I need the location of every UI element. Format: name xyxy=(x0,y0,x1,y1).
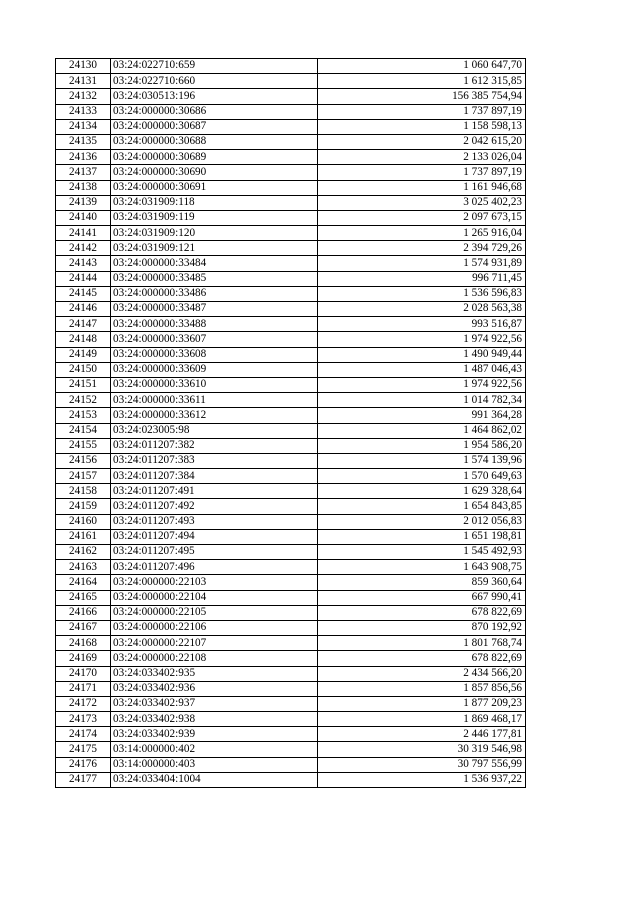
row-number-cell: 24166 xyxy=(56,605,111,620)
table-row xyxy=(56,499,526,514)
row-number-cell: 24169 xyxy=(56,651,111,666)
cadastral-value-cell: 1 545 492,93 xyxy=(318,545,526,560)
cadastral-number-cell: 03:24:022710:659 xyxy=(111,59,318,74)
row-number-cell: 24145 xyxy=(56,286,111,301)
table-row xyxy=(56,529,526,544)
row-number-cell: 24146 xyxy=(56,302,111,317)
table-row xyxy=(56,696,526,711)
cadastral-number-cell: 03:24:011207:384 xyxy=(111,469,318,484)
row-number-cell: 24158 xyxy=(56,484,111,499)
row-number-cell: 24155 xyxy=(56,438,111,453)
row-number-cell: 24152 xyxy=(56,393,111,408)
cadastral-value-cell: 1 974 922,56 xyxy=(318,377,526,392)
table-row xyxy=(56,666,526,681)
row-number-cell: 24143 xyxy=(56,256,111,271)
table-row xyxy=(56,484,526,499)
cadastral-number-cell: 03:24:000000:22108 xyxy=(111,651,318,666)
row-number-cell: 24140 xyxy=(56,210,111,225)
cadastral-number-cell: 03:24:022710:660 xyxy=(111,74,318,89)
table-row xyxy=(56,180,526,195)
cadastral-number-cell: 03:24:000000:33608 xyxy=(111,347,318,362)
cadastral-number-cell: 03:24:000000:33610 xyxy=(111,377,318,392)
table-row xyxy=(56,226,526,241)
cadastral-value-cell: 1 974 922,56 xyxy=(318,332,526,347)
cadastral-number-cell: 03:24:000000:30687 xyxy=(111,119,318,134)
cadastral-value-cell: 870 192,92 xyxy=(318,620,526,635)
cadastral-value-table xyxy=(55,58,526,788)
cadastral-value-cell: 30 319 546,98 xyxy=(318,742,526,757)
cadastral-value-cell: 667 990,41 xyxy=(318,590,526,605)
cadastral-value-cell: 1 490 949,44 xyxy=(318,347,526,362)
row-number-cell: 24175 xyxy=(56,742,111,757)
cadastral-value-cell: 2 012 056,83 xyxy=(318,514,526,529)
cadastral-value-cell: 2 446 177,81 xyxy=(318,727,526,742)
row-number-cell: 24176 xyxy=(56,757,111,772)
cadastral-number-cell: 03:24:033402:937 xyxy=(111,696,318,711)
row-number-cell: 24168 xyxy=(56,636,111,651)
row-number-cell: 24136 xyxy=(56,150,111,165)
cadastral-number-cell: 03:24:000000:22103 xyxy=(111,575,318,590)
cadastral-value-cell: 1 857 856,56 xyxy=(318,681,526,696)
row-number-cell: 24138 xyxy=(56,180,111,195)
table-body xyxy=(56,59,526,788)
row-number-cell: 24167 xyxy=(56,620,111,635)
table-row xyxy=(56,772,526,787)
cadastral-value-cell: 996 711,45 xyxy=(318,271,526,286)
cadastral-number-cell: 03:24:000000:33485 xyxy=(111,271,318,286)
cadastral-number-cell: 03:24:000000:30689 xyxy=(111,150,318,165)
cadastral-number-cell: 03:14:000000:403 xyxy=(111,757,318,772)
cadastral-value-cell: 1 651 198,81 xyxy=(318,529,526,544)
cadastral-value-cell: 1 536 937,22 xyxy=(318,772,526,787)
cadastral-number-cell: 03:24:000000:30690 xyxy=(111,165,318,180)
row-number-cell: 24174 xyxy=(56,727,111,742)
row-number-cell: 24165 xyxy=(56,590,111,605)
cadastral-number-cell: 03:24:030513:196 xyxy=(111,89,318,104)
table-row xyxy=(56,89,526,104)
table-row xyxy=(56,377,526,392)
row-number-cell: 24147 xyxy=(56,317,111,332)
table-row xyxy=(56,393,526,408)
cadastral-value-cell: 2 133 026,04 xyxy=(318,150,526,165)
table-row xyxy=(56,681,526,696)
row-number-cell: 24159 xyxy=(56,499,111,514)
cadastral-number-cell: 03:24:011207:382 xyxy=(111,438,318,453)
cadastral-number-cell: 03:24:011207:494 xyxy=(111,529,318,544)
cadastral-number-cell: 03:24:011207:492 xyxy=(111,499,318,514)
cadastral-number-cell: 03:24:011207:493 xyxy=(111,514,318,529)
row-number-cell: 24144 xyxy=(56,271,111,286)
cadastral-number-cell: 03:24:000000:22107 xyxy=(111,636,318,651)
cadastral-value-cell: 2 394 729,26 xyxy=(318,241,526,256)
table-row xyxy=(56,150,526,165)
cadastral-value-cell: 2 042 615,20 xyxy=(318,134,526,149)
row-number-cell: 24154 xyxy=(56,423,111,438)
table-row xyxy=(56,514,526,529)
cadastral-value-cell: 1 161 946,68 xyxy=(318,180,526,195)
cadastral-value-cell: 2 028 563,38 xyxy=(318,302,526,317)
cadastral-number-cell: 03:24:031909:121 xyxy=(111,241,318,256)
row-number-cell: 24153 xyxy=(56,408,111,423)
table-row xyxy=(56,545,526,560)
cadastral-value-cell: 1 570 649,63 xyxy=(318,469,526,484)
table-row xyxy=(56,651,526,666)
cadastral-number-cell: 03:24:000000:30686 xyxy=(111,104,318,119)
cadastral-number-cell: 03:24:000000:33484 xyxy=(111,256,318,271)
cadastral-value-cell: 1 629 328,64 xyxy=(318,484,526,499)
table-row xyxy=(56,195,526,210)
cadastral-number-cell: 03:24:000000:33609 xyxy=(111,362,318,377)
table-row xyxy=(56,727,526,742)
table-row xyxy=(56,408,526,423)
cadastral-number-cell: 03:24:000000:33486 xyxy=(111,286,318,301)
cadastral-value-cell: 1 643 908,75 xyxy=(318,560,526,575)
row-number-cell: 24134 xyxy=(56,119,111,134)
table-row xyxy=(56,271,526,286)
cadastral-value-cell: 1 014 782,34 xyxy=(318,393,526,408)
cadastral-value-cell: 1 464 862,02 xyxy=(318,423,526,438)
cadastral-value-cell: 30 797 556,99 xyxy=(318,757,526,772)
table-row xyxy=(56,438,526,453)
cadastral-number-cell: 03:24:000000:30691 xyxy=(111,180,318,195)
table-row xyxy=(56,332,526,347)
row-number-cell: 24133 xyxy=(56,104,111,119)
table-row xyxy=(56,286,526,301)
cadastral-value-cell: 1 737 897,19 xyxy=(318,104,526,119)
cadastral-value-cell: 2 097 673,15 xyxy=(318,210,526,225)
row-number-cell: 24177 xyxy=(56,772,111,787)
cadastral-value-cell: 156 385 754,94 xyxy=(318,89,526,104)
row-number-cell: 24149 xyxy=(56,347,111,362)
table-row xyxy=(56,104,526,119)
cadastral-number-cell: 03:24:011207:495 xyxy=(111,545,318,560)
row-number-cell: 24156 xyxy=(56,453,111,468)
row-number-cell: 24141 xyxy=(56,226,111,241)
cadastral-value-cell: 991 364,28 xyxy=(318,408,526,423)
cadastral-value-cell: 1 536 596,83 xyxy=(318,286,526,301)
cadastral-value-cell: 1 801 768,74 xyxy=(318,636,526,651)
cadastral-value-cell: 3 025 402,23 xyxy=(318,195,526,210)
cadastral-number-cell: 03:24:033402:936 xyxy=(111,681,318,696)
cadastral-value-cell: 1 265 916,04 xyxy=(318,226,526,241)
cadastral-number-cell: 03:24:023005:98 xyxy=(111,423,318,438)
table-row xyxy=(56,469,526,484)
row-number-cell: 24164 xyxy=(56,575,111,590)
row-number-cell: 24148 xyxy=(56,332,111,347)
cadastral-number-cell: 03:14:000000:402 xyxy=(111,742,318,757)
cadastral-value-cell: 678 822,69 xyxy=(318,651,526,666)
cadastral-number-cell: 03:24:000000:33488 xyxy=(111,317,318,332)
cadastral-value-cell: 1 574 931,89 xyxy=(318,256,526,271)
cadastral-number-cell: 03:24:011207:491 xyxy=(111,484,318,499)
table-row xyxy=(56,757,526,772)
table-row xyxy=(56,134,526,149)
cadastral-value-cell: 993 516,87 xyxy=(318,317,526,332)
table-row xyxy=(56,575,526,590)
table-row xyxy=(56,210,526,225)
row-number-cell: 24139 xyxy=(56,195,111,210)
cadastral-number-cell: 03:24:011207:496 xyxy=(111,560,318,575)
row-number-cell: 24161 xyxy=(56,529,111,544)
row-number-cell: 24173 xyxy=(56,712,111,727)
cadastral-number-cell: 03:24:011207:383 xyxy=(111,453,318,468)
table-row xyxy=(56,256,526,271)
cadastral-number-cell: 03:24:033402:938 xyxy=(111,712,318,727)
cadastral-value-cell: 1 574 139,96 xyxy=(318,453,526,468)
table-row xyxy=(56,317,526,332)
table-row xyxy=(56,590,526,605)
table-row xyxy=(56,712,526,727)
cadastral-value-cell: 1 158 598,13 xyxy=(318,119,526,134)
table-row xyxy=(56,241,526,256)
table-row xyxy=(56,165,526,180)
row-number-cell: 24171 xyxy=(56,681,111,696)
row-number-cell: 24130 xyxy=(56,59,111,74)
row-number-cell: 24132 xyxy=(56,89,111,104)
cadastral-number-cell: 03:24:000000:33607 xyxy=(111,332,318,347)
cadastral-value-cell: 2 434 566,20 xyxy=(318,666,526,681)
cadastral-value-cell: 1 737 897,19 xyxy=(318,165,526,180)
cadastral-number-cell: 03:24:033402:935 xyxy=(111,666,318,681)
table-row xyxy=(56,605,526,620)
row-number-cell: 24157 xyxy=(56,469,111,484)
table-row xyxy=(56,362,526,377)
cadastral-number-cell: 03:24:031909:118 xyxy=(111,195,318,210)
table-row xyxy=(56,119,526,134)
cadastral-number-cell: 03:24:000000:22104 xyxy=(111,590,318,605)
row-number-cell: 24142 xyxy=(56,241,111,256)
cadastral-value-cell: 1 487 046,43 xyxy=(318,362,526,377)
table-row xyxy=(56,423,526,438)
row-number-cell: 24160 xyxy=(56,514,111,529)
cadastral-number-cell: 03:24:000000:30688 xyxy=(111,134,318,149)
cadastral-value-cell: 1 654 843,85 xyxy=(318,499,526,514)
row-number-cell: 24163 xyxy=(56,560,111,575)
table-row xyxy=(56,59,526,74)
table-row xyxy=(56,302,526,317)
cadastral-number-cell: 03:24:031909:119 xyxy=(111,210,318,225)
cadastral-value-cell: 1 877 209,23 xyxy=(318,696,526,711)
cadastral-number-cell: 03:24:031909:120 xyxy=(111,226,318,241)
cadastral-value-cell: 1 954 586,20 xyxy=(318,438,526,453)
table-row xyxy=(56,74,526,89)
table-row xyxy=(56,620,526,635)
table-row xyxy=(56,347,526,362)
row-number-cell: 24150 xyxy=(56,362,111,377)
cadastral-number-cell: 03:24:000000:22106 xyxy=(111,620,318,635)
cadastral-number-cell: 03:24:000000:33612 xyxy=(111,408,318,423)
table-row xyxy=(56,742,526,757)
row-number-cell: 24151 xyxy=(56,377,111,392)
cadastral-number-cell: 03:24:000000:33611 xyxy=(111,393,318,408)
cadastral-value-cell: 859 360,64 xyxy=(318,575,526,590)
row-number-cell: 24162 xyxy=(56,545,111,560)
row-number-cell: 24170 xyxy=(56,666,111,681)
cadastral-value-cell: 1 869 468,17 xyxy=(318,712,526,727)
row-number-cell: 24135 xyxy=(56,134,111,149)
cadastral-number-cell: 03:24:033402:939 xyxy=(111,727,318,742)
cadastral-number-cell: 03:24:000000:22105 xyxy=(111,605,318,620)
cadastral-value-cell: 1 060 647,70 xyxy=(318,59,526,74)
cadastral-number-cell: 03:24:000000:33487 xyxy=(111,302,318,317)
row-number-cell: 24137 xyxy=(56,165,111,180)
row-number-cell: 24172 xyxy=(56,696,111,711)
cadastral-value-cell: 1 612 315,85 xyxy=(318,74,526,89)
table-row xyxy=(56,636,526,651)
table-row xyxy=(56,560,526,575)
row-number-cell: 24131 xyxy=(56,74,111,89)
cadastral-number-cell: 03:24:033404:1004 xyxy=(111,772,318,787)
cadastral-value-cell: 678 822,69 xyxy=(318,605,526,620)
table-row xyxy=(56,453,526,468)
